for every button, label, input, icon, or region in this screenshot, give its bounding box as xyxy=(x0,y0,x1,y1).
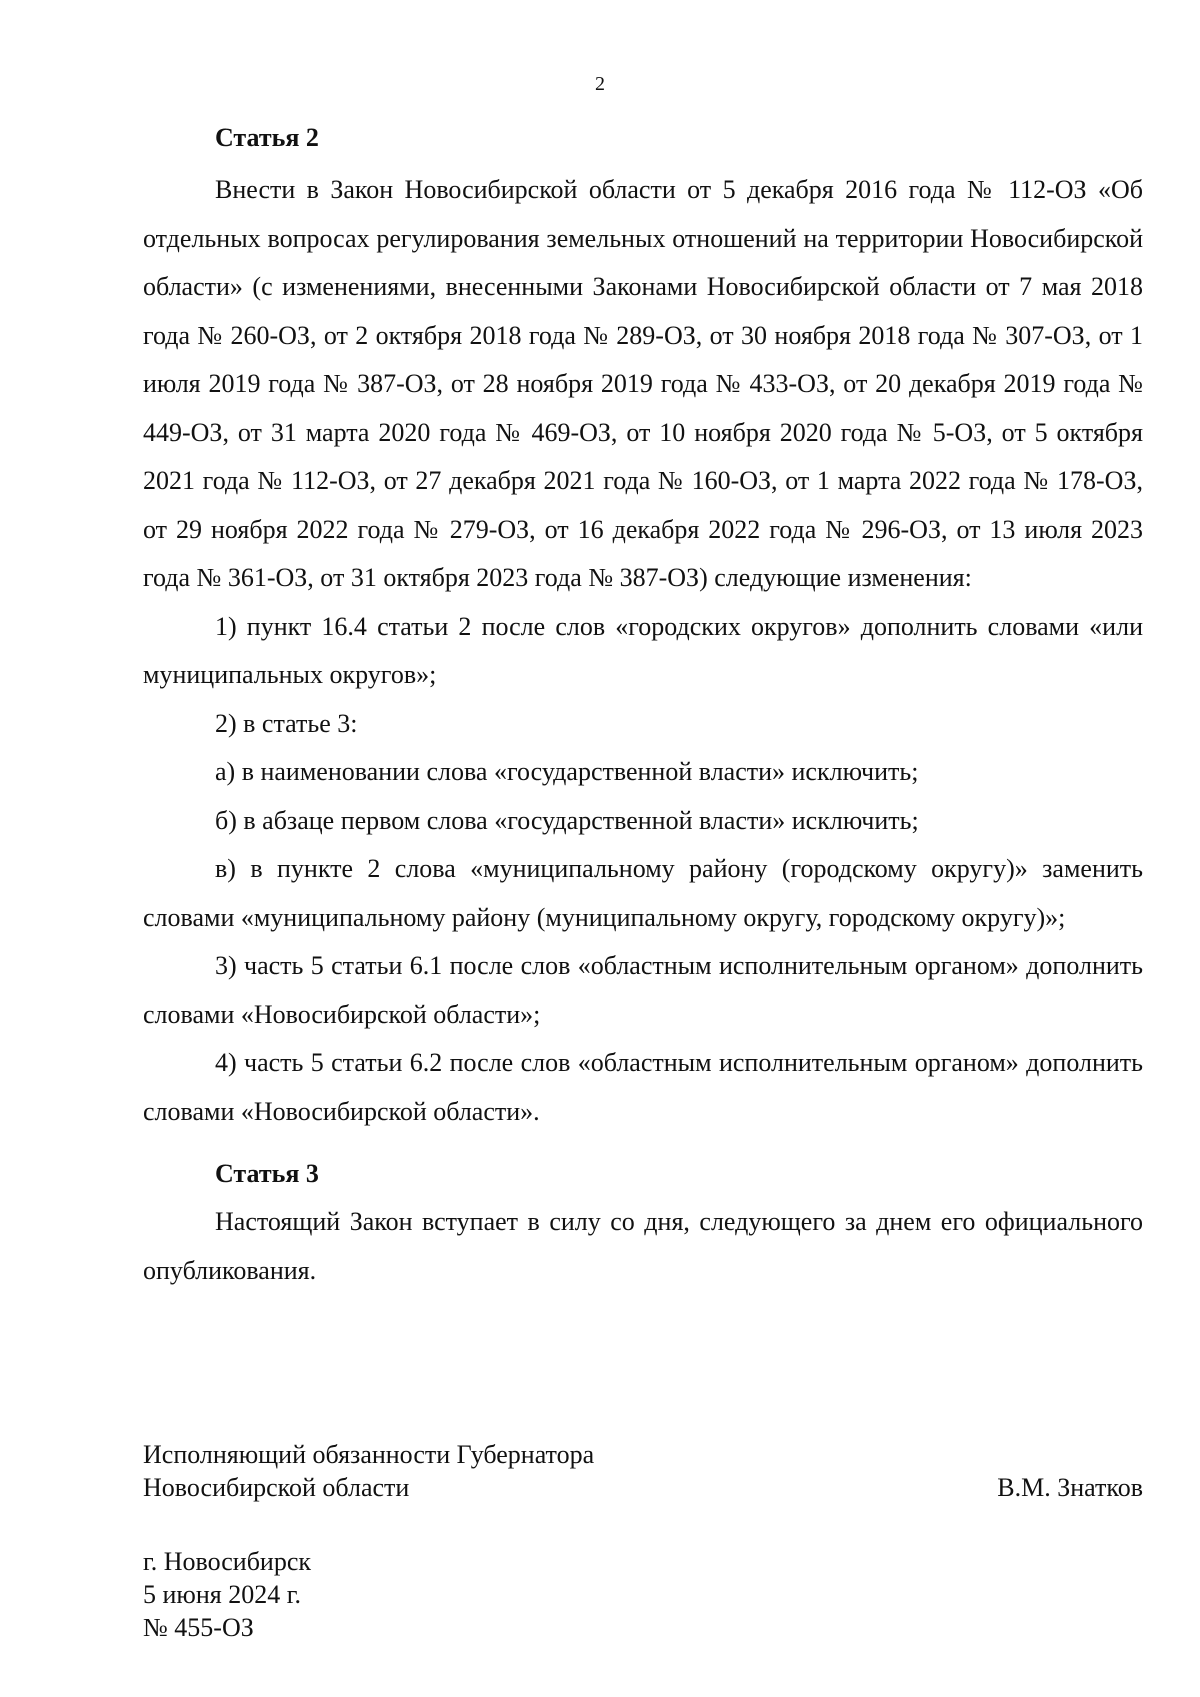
signature-row xyxy=(143,1471,1143,1504)
page-number: 2 xyxy=(595,73,605,95)
article-2-item-1: 1) пункт 16.4 статьи 2 после слов «городских округов» дополнить словами «или муниципальных округов»; xyxy=(143,611,1143,689)
article-2-item-2c: в) в пункте 2 слова «муниципальному району (городскому округу)» заменить словами «муниципальному району (муниципальному округу, городскому округу)»; xyxy=(143,854,1143,932)
signatory-title-line-1: Исполняющий обязанности Губернатора xyxy=(143,1440,595,1469)
document-body xyxy=(143,120,1143,1295)
article-2-item-2a: а) в наименовании слова «государственной власти» исключить; xyxy=(215,757,919,786)
article-2-heading: Статья 2 xyxy=(215,123,319,152)
article-2-item-4: 4) часть 5 статьи 6.2 после слов «областным исполнительным органом» дополнить словами «Новосибирской области». xyxy=(143,1048,1143,1126)
signing-date: 5 июня 2024 г. xyxy=(143,1580,301,1609)
city: г. Новосибирск xyxy=(143,1547,312,1576)
article-3-text: Настоящий Закон вступает в силу со дня, следующего за днем его официального опубликования. xyxy=(143,1207,1143,1285)
article-3-heading: Статья 3 xyxy=(215,1159,319,1188)
article-2-item-2: 2) в статье 3: xyxy=(215,708,358,738)
signatory-title-line-2: Новосибирской области xyxy=(143,1473,410,1502)
article-2-item-3: 3) часть 5 статьи 6.1 после слов «областным исполнительным органом» дополнить словами «Новосибирской области»; xyxy=(143,951,1143,1029)
article-2-intro: Внести в Закон Новосибирской области от 5 декабря 2016 года № 112-ОЗ «Об отдельных вопросах регулирования земельных отношений на территории Новосибирской области» (с изменениями, внесенными Законами Новосибирской области от 7 мая 2018 года № 260-ОЗ, от 2 октября 2018 года № 289-ОЗ, от 30 ноября 2018 года № 307-ОЗ, от 1 июля 2019 года № 387-ОЗ, от 28 ноября 2019 года № 433-ОЗ, от 20 декабря 2019 года № 449-ОЗ, от 31 марта 2020 года № 469-ОЗ, от 10 ноября 2020 года № 5-ОЗ, от 5 октября 2021 года № 112-ОЗ, от 27 декабря 2021 года № 160-ОЗ, от 1 марта 2022 года № 178-ОЗ, от 29 ноября 2022 года № 279-ОЗ, от 16 декабря 2022 года № 296-ОЗ, от 13 июля 2023 года № 361-ОЗ, от 31 октября 2023 года № 387-ОЗ) следующие изменения: xyxy=(143,175,1143,592)
law-number: № 455-ОЗ xyxy=(143,1613,254,1642)
article-2-item-2b: б) в абзаце первом слова «государственной власти» исключить; xyxy=(215,805,919,835)
signature-block xyxy=(143,1438,1143,1504)
place-date-block xyxy=(143,1545,743,1644)
signatory-name: В.М. Знатков xyxy=(997,1473,1143,1502)
